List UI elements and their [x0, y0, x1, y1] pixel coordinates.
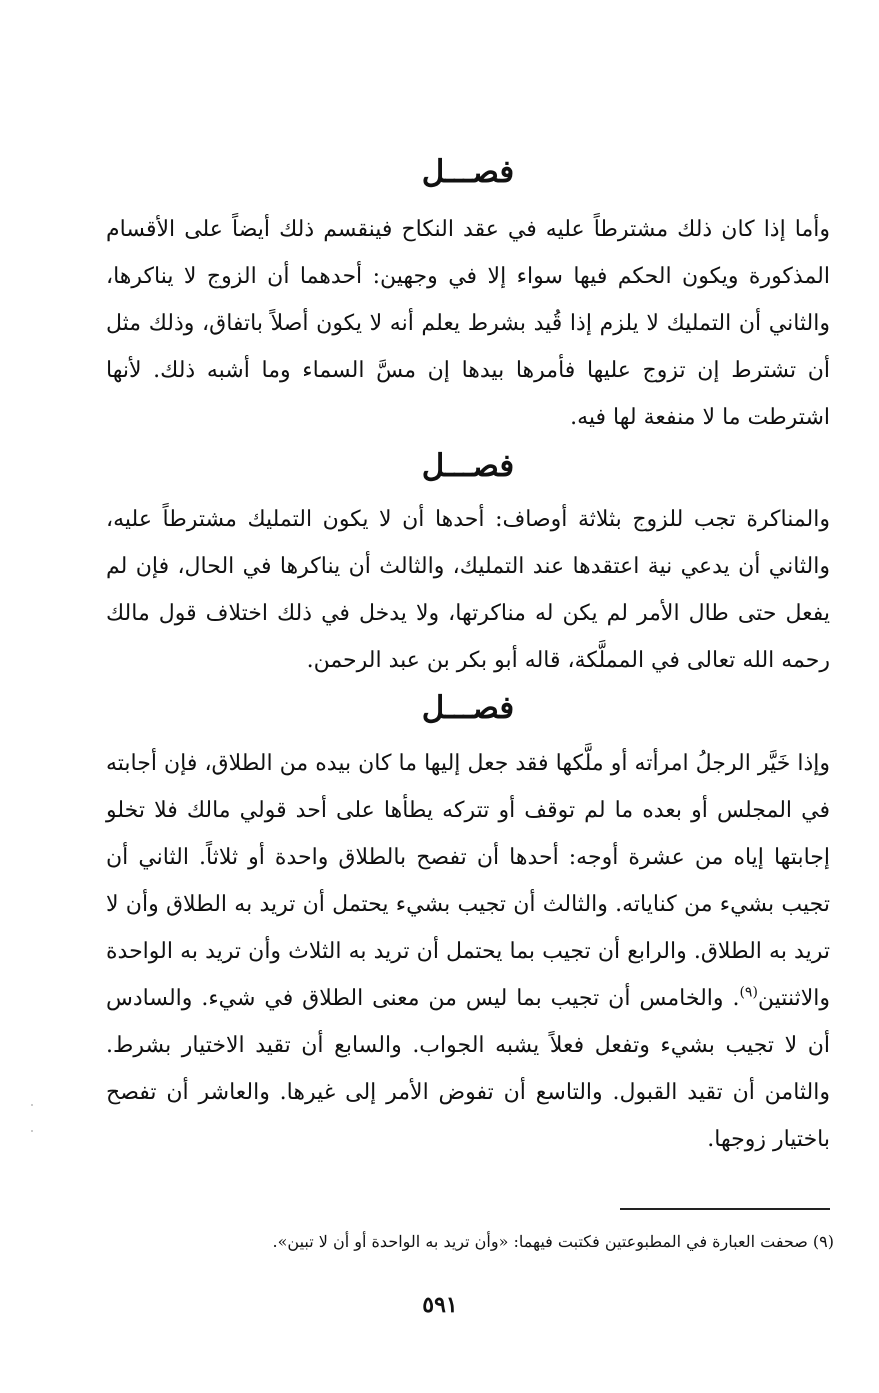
section-heading-3: فصـــل	[421, 690, 515, 726]
section-body-2	[106, 496, 830, 684]
section-body-3	[106, 740, 830, 1163]
section-body-1	[106, 206, 830, 441]
footnote-text: (٩) صحفت العبارة في المطبوعتين فكتبت فيهما: «وأن تريد به الواحدة أو أن لا تبين».	[272, 1232, 834, 1251]
section-heading-2: فصـــل	[421, 448, 515, 484]
scan-speck	[31, 1130, 33, 1132]
section-heading-1: فصـــل	[421, 154, 515, 190]
footnote-separator	[620, 1208, 830, 1210]
page-number: ٥٩١	[422, 1292, 458, 1318]
scan-speck	[31, 1104, 33, 1106]
paragraph-3-part-2: . والخامس أن تجيب بما ليس من معنى الطلاق في شيء. والسادس أن لا تجيب بشيء وتفعل فعلاً يشبه الجواب. والسابع أن تقيد الاختيار بشرط. والثامن أن تقيد القبول. والتاسع أن تفوض الأمر إلى غيرها. والعاشر أن تفصح باختيار زوجها.	[106, 986, 830, 1152]
paragraph-1: وأما إذا كان ذلك مشترطاً عليه في عقد النكاح فينقسم ذلك أيضاً على الأقسام المذكورة ويكون الحكم فيها سواء إلا في وجهين: أحدهما أن الزوج لا يناكرها، والثاني أن التمليك لا يلزم إذا قُيد بشرط يعلم أنه لا يكون أصلاً باتفاق، وذلك مثل أن تشترط إن تزوج عليها فأمرها بيدها إن مسَّ السماء وما أشبه ذلك. لأنها اشترطت ما لا منفعة لها فيه.	[106, 217, 830, 430]
paragraph-3-part-1: وإذا خَيَّر الرجلُ امرأته أو ملَّكها فقد جعل إليها ما كان بيده من الطلاق، فإن أجابته في المجلس أو بعده ما لم توقف أو تتركه يطأها على أحد قولي مالك فلا تخلو إجابتها إياه من عشرة أوجه: أحدها أن تفصح بالطلاق واحدة أو ثلاثاً. الثاني أن تجيب بشيء من كناياته. والثالث أن تجيب بشيء يحتمل أن تريد به الطلاق وأن لا تريد به الطلاق. والرابع أن تجيب بما يحتمل أن تريد به الثلاث وأن تريد به الواحدة والاثنتين	[106, 751, 830, 1011]
footnote-reference[interactable]: (٩)	[739, 984, 758, 1001]
paragraph-3	[106, 740, 830, 1163]
paragraph-2: والمناكرة تجب للزوج بثلاثة أوصاف: أحدها أن لا يكون التمليك مشترطاً عليه، والثاني أن يدعي نية اعتقدها عند التمليك، والثالث أن يناكرها في الحال، فإن لم يفعل حتى طال الأمر لم يكن له مناكرتها، ولا يدخل في ذلك اختلاف قول مالك رحمه الله تعالى في المملَّكة، قاله أبو بكر بن عبد الرحمن.	[106, 507, 830, 673]
